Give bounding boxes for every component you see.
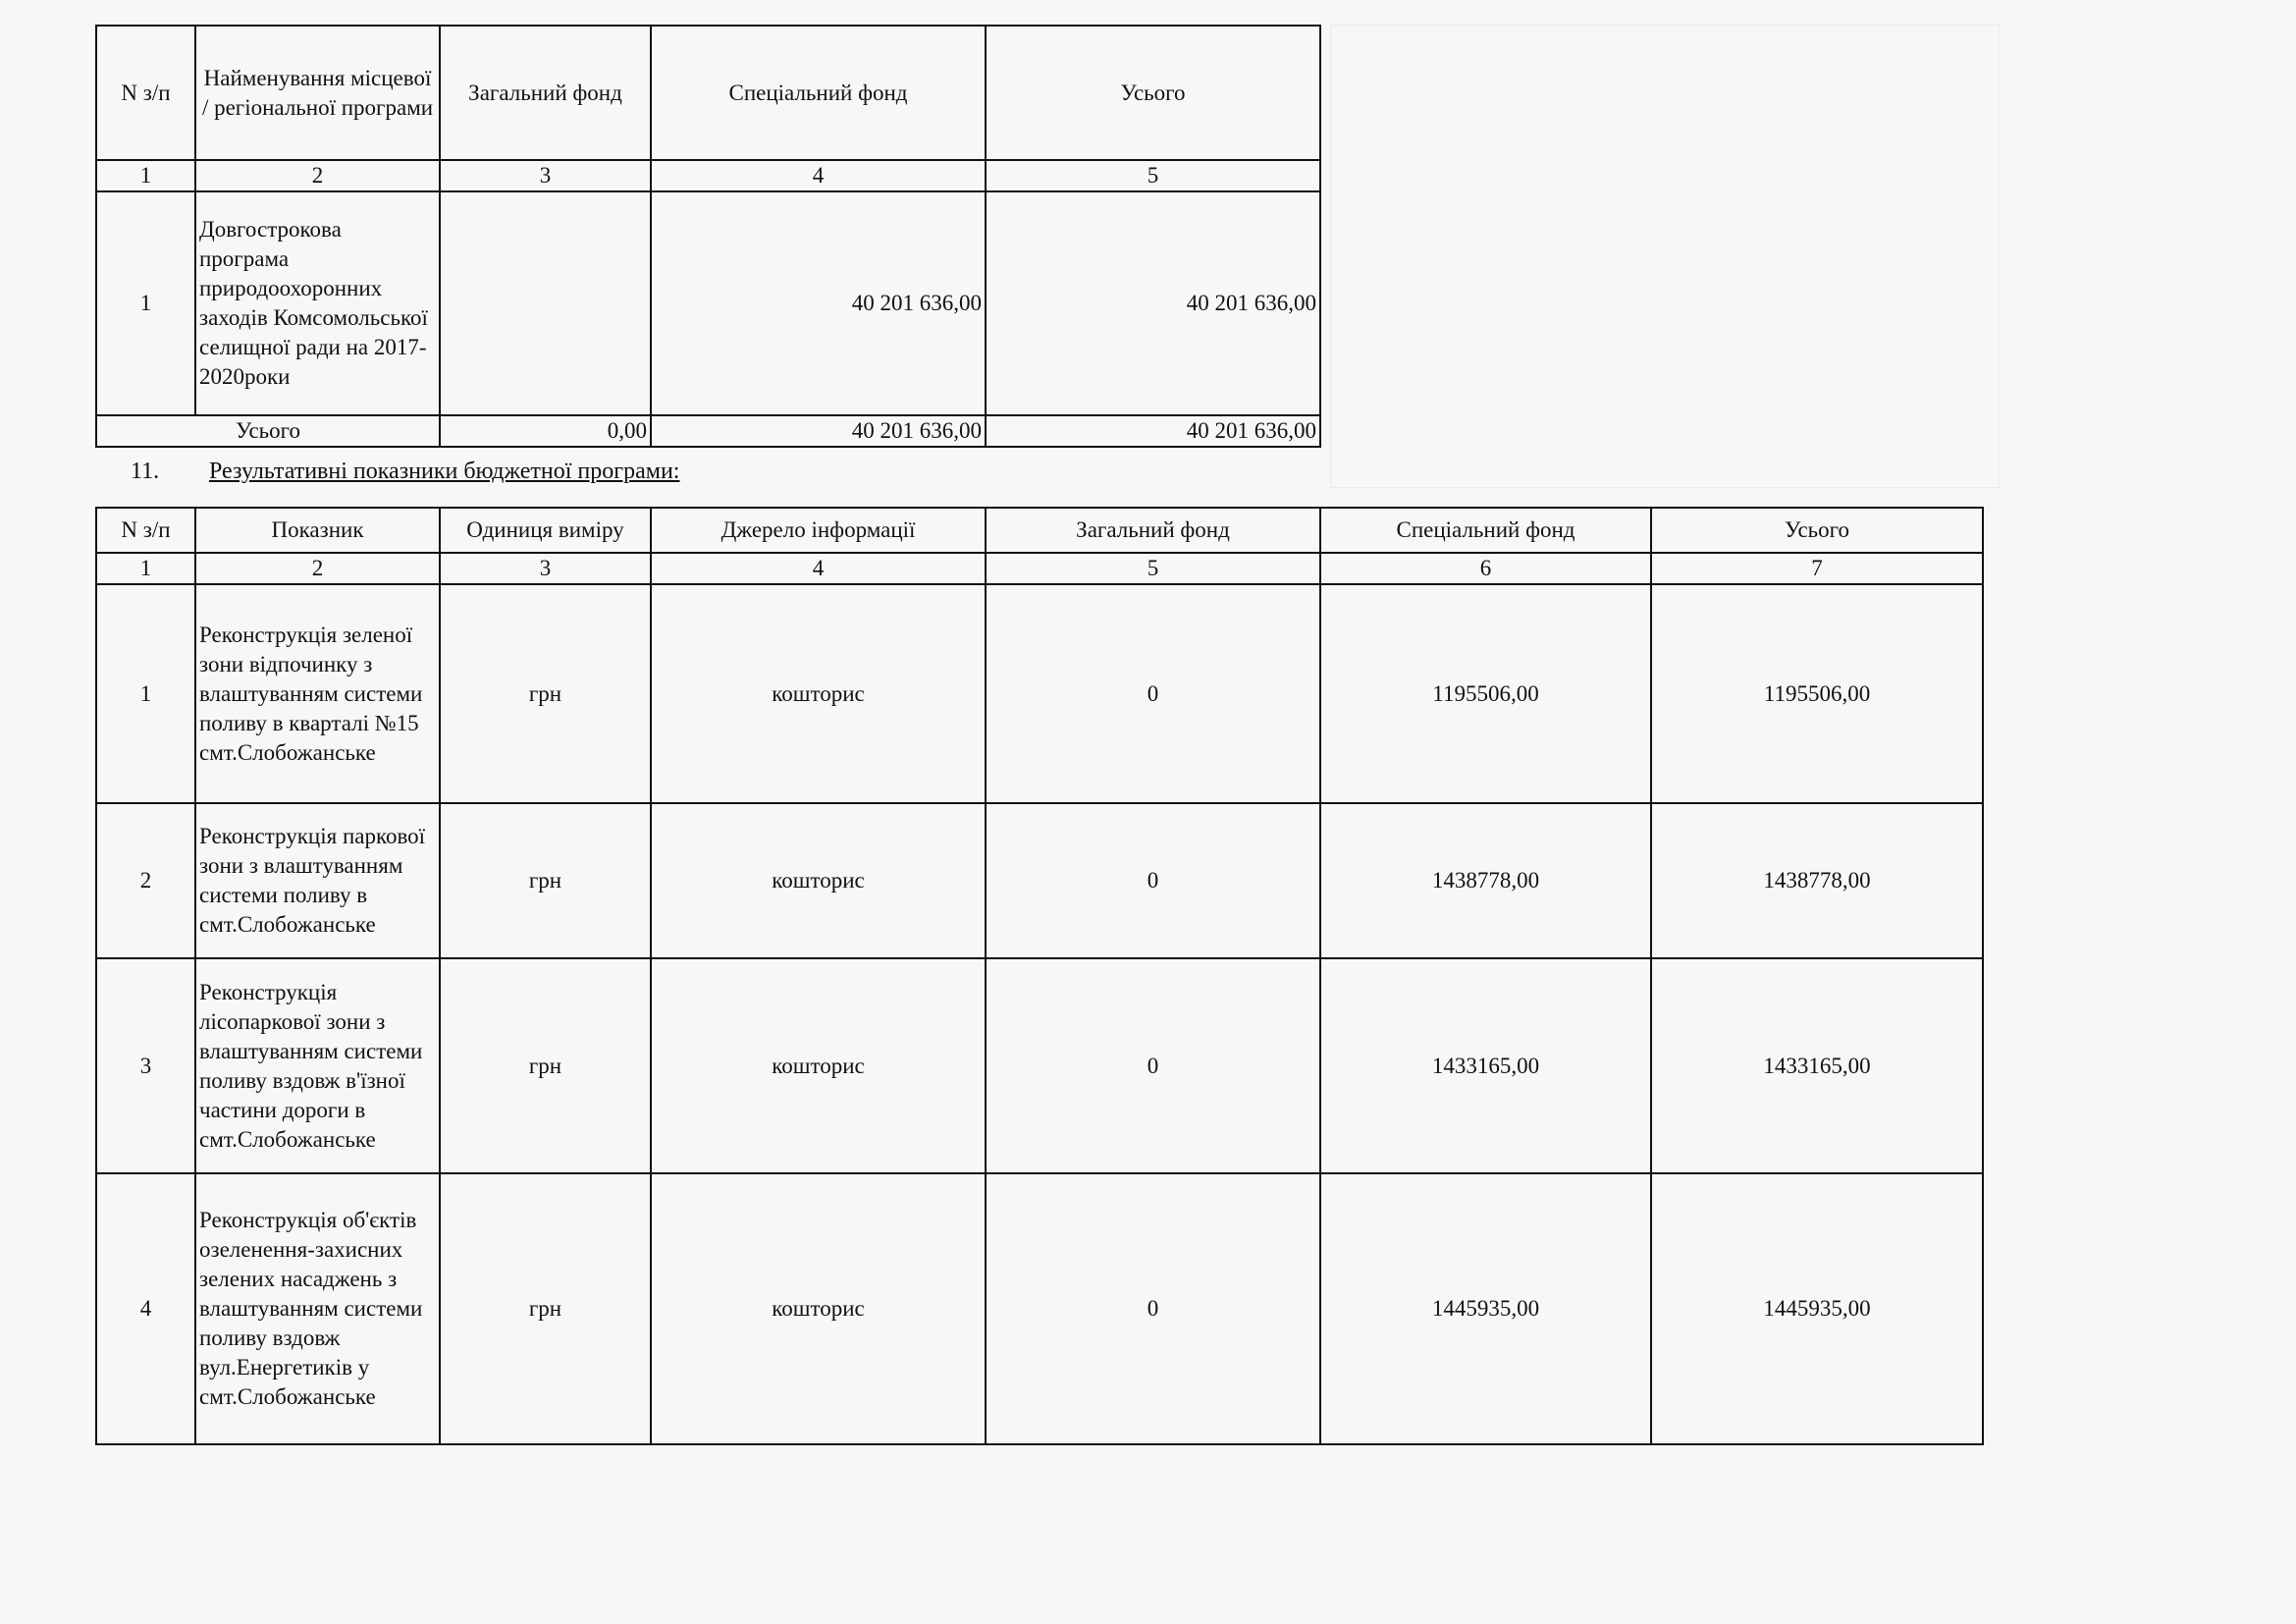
table-row xyxy=(96,584,1983,803)
total-value: 1445935,00 xyxy=(1651,1173,1983,1444)
colnum: 6 xyxy=(1320,553,1651,584)
programs-colnum-row xyxy=(96,160,1320,191)
colnum: 3 xyxy=(440,160,651,191)
special-fund-value: 1445935,00 xyxy=(1320,1173,1651,1444)
special-fund-value: 40 201 636,00 xyxy=(651,191,986,415)
general-fund-value xyxy=(440,191,651,415)
row-number: 3 xyxy=(96,958,195,1173)
row-number: 1 xyxy=(96,584,195,803)
colnum: 5 xyxy=(986,160,1320,191)
indicators-header-row xyxy=(96,508,1983,553)
special-fund-value: 1195506,00 xyxy=(1320,584,1651,803)
unit-value: грн xyxy=(440,584,651,803)
total-general-fund: 0,00 xyxy=(440,415,651,447)
row-number: 4 xyxy=(96,1173,195,1444)
header-general-fund: Загальний фонд xyxy=(440,26,651,160)
header-n: N з/п xyxy=(96,508,195,553)
indicator-name: Реконструкція лісопаркової зони з влаштуванням системи поливу вздовж в'їзної частини дороги в смт.Слобожанське xyxy=(195,958,440,1173)
colnum: 7 xyxy=(1651,553,1983,584)
row-number: 1 xyxy=(96,191,195,415)
colnum: 2 xyxy=(195,160,440,191)
unit-value: грн xyxy=(440,958,651,1173)
special-fund-value: 1433165,00 xyxy=(1320,958,1651,1173)
colnum: 1 xyxy=(96,553,195,584)
total-value: 1195506,00 xyxy=(1651,584,1983,803)
header-unit: Одиниця виміру xyxy=(440,508,651,553)
unit-value: грн xyxy=(440,803,651,958)
program-name: Довгострокова програма природоохоронних заходів Комсомольської селищної ради на 2017-2020роки xyxy=(195,191,440,415)
header-n: N з/п xyxy=(96,26,195,160)
header-special-fund: Спеціальний фонд xyxy=(651,26,986,160)
colnum: 3 xyxy=(440,553,651,584)
header-indicator: Показник xyxy=(195,508,440,553)
header-general-fund: Загальний фонд xyxy=(986,508,1320,553)
general-fund-value: 0 xyxy=(986,584,1320,803)
colnum: 2 xyxy=(195,553,440,584)
indicators-table xyxy=(95,507,1984,1445)
section-11-heading xyxy=(131,459,679,485)
header-source: Джерело інформації xyxy=(651,508,986,553)
colnum: 5 xyxy=(986,553,1320,584)
indicator-name: Реконструкція паркової зони з влаштуванням системи поливу в смт.Слобожанське xyxy=(195,803,440,958)
special-fund-value: 1438778,00 xyxy=(1320,803,1651,958)
section-title: Результативні показники бюджетної програми: xyxy=(209,459,680,484)
general-fund-value: 0 xyxy=(986,958,1320,1173)
bleed-through-ghost xyxy=(1330,25,2000,488)
header-program-name: Найменування місцевої / регіональної програми xyxy=(195,26,440,160)
programs-table xyxy=(95,25,1321,448)
header-total: Усього xyxy=(986,26,1320,160)
programs-header-row xyxy=(96,26,1320,160)
total-total: 40 201 636,00 xyxy=(986,415,1320,447)
source-value: кошторис xyxy=(651,1173,986,1444)
indicator-name: Реконструкція об'єктів озеленення-захисних зелених насаджень з влаштуванням системи поливу вздовж вул.Енергетиків у смт.Слобожанське xyxy=(195,1173,440,1444)
colnum: 4 xyxy=(651,160,986,191)
source-value: кошторис xyxy=(651,803,986,958)
table-row xyxy=(96,191,1320,415)
table-row xyxy=(96,803,1983,958)
header-total: Усього xyxy=(1651,508,1983,553)
total-value: 1438778,00 xyxy=(1651,803,1983,958)
indicators-colnum-row xyxy=(96,553,1983,584)
header-special-fund: Спеціальний фонд xyxy=(1320,508,1651,553)
general-fund-value: 0 xyxy=(986,803,1320,958)
section-number: 11. xyxy=(131,459,160,484)
source-value: кошторис xyxy=(651,958,986,1173)
total-special-fund: 40 201 636,00 xyxy=(651,415,986,447)
indicator-name: Реконструкція зеленої зони відпочинку з влаштуванням системи поливу в кварталі №15 смт.Слобожанське xyxy=(195,584,440,803)
colnum: 4 xyxy=(651,553,986,584)
source-value: кошторис xyxy=(651,584,986,803)
table-row xyxy=(96,958,1983,1173)
total-value: 40 201 636,00 xyxy=(986,191,1320,415)
colnum: 1 xyxy=(96,160,195,191)
total-value: 1433165,00 xyxy=(1651,958,1983,1173)
row-number: 2 xyxy=(96,803,195,958)
unit-value: грн xyxy=(440,1173,651,1444)
total-label: Усього xyxy=(96,415,440,447)
general-fund-value: 0 xyxy=(986,1173,1320,1444)
table-row xyxy=(96,1173,1983,1444)
programs-total-row xyxy=(96,415,1320,447)
